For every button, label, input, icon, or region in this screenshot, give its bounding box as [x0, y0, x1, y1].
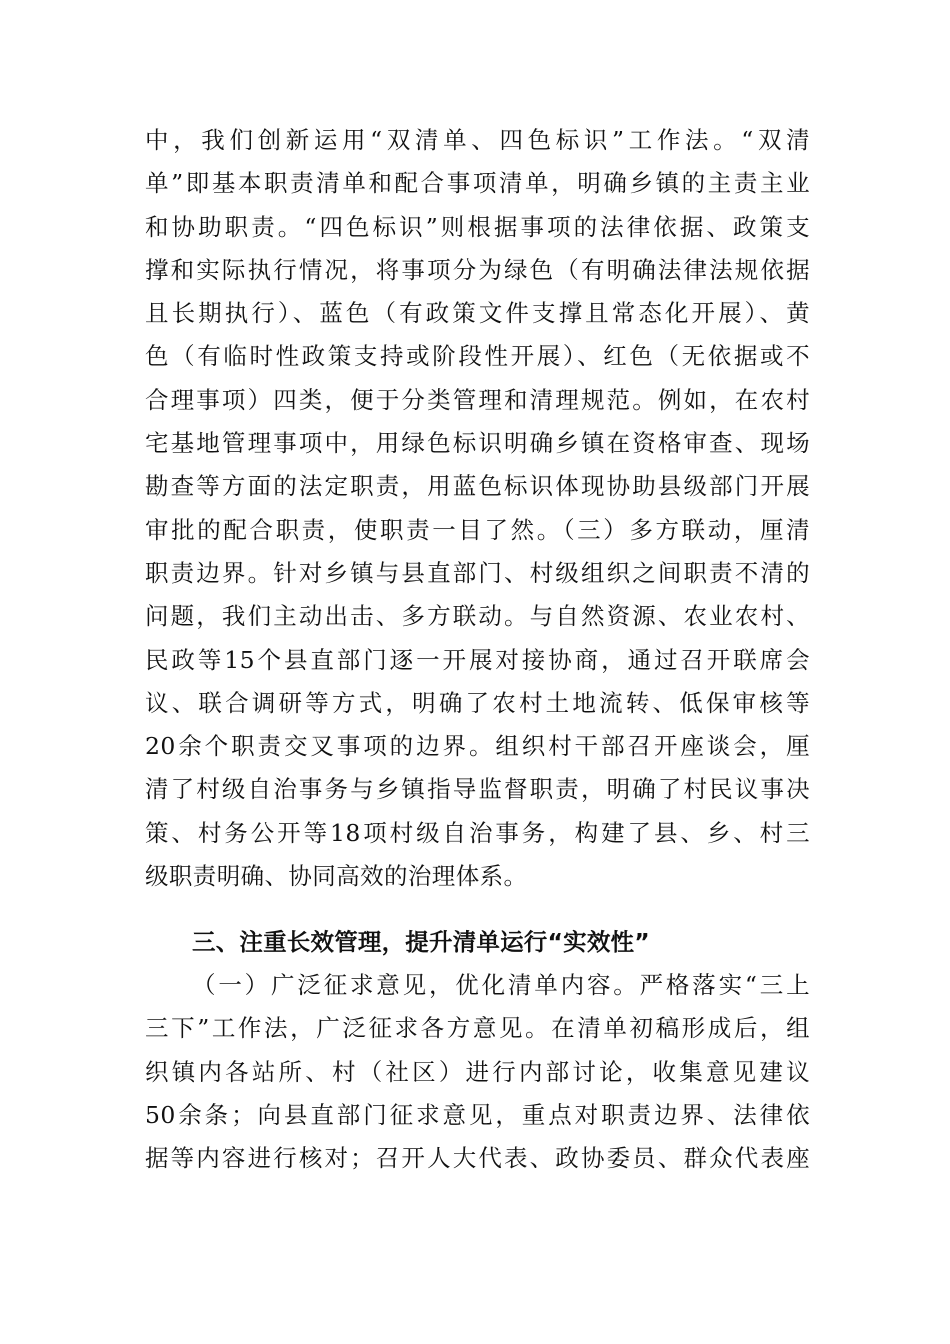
paragraph-line: 民政等15个县直部门逐一开展对接协商，通过召开联席会 [145, 645, 810, 674]
paragraph-line: 织镇内各站所、村（社区）进行内部讨论，收集意见建议 [145, 1057, 810, 1086]
paragraph-line: 宅基地管理事项中，用绿色标识明确乡镇在资格审查、现场 [145, 429, 810, 458]
paragraph-line: （一）广泛征求意见，优化清单内容。严格落实“三上 [192, 971, 810, 999]
paragraph-line: 合理事项）四类，便于分类管理和清理规范。例如，在农村 [145, 385, 810, 414]
paragraph-line: 色（有临时性政策支持或阶段性开展）、红色（无依据或不 [145, 342, 810, 371]
paragraph-line: 清了村级自治事务与乡镇指导监督职责，明确了村民议事决 [145, 775, 810, 804]
paragraph-line: 中，我们创新运用“双清单、四色标识”工作法。“双清 [145, 126, 810, 154]
paragraph-line: 审批的配合职责，使职责一目了然。（三）多方联动，厘清 [145, 515, 810, 544]
paragraph-line: 议、联合调研等方式，明确了农村土地流转、低保审核等 [145, 688, 810, 717]
paragraph-line: 撑和实际执行情况，将事项分为绿色（有明确法律法规依据 [145, 255, 810, 284]
section-heading: 三、注重长效管理，提升清单运行“实效性” [192, 928, 650, 956]
body-paragraph [145, 964, 810, 1180]
body-paragraph [145, 119, 810, 898]
paragraph-line: 20余个职责交叉事项的边界。组织村干部召开座谈会，厘 [145, 732, 810, 761]
paragraph-line: 50余条；向县直部门征求意见，重点对职责边界、法律依 [145, 1100, 810, 1129]
paragraph-line: 据等内容进行核对；召开人大代表、政协委员、群众代表座 [145, 1144, 810, 1173]
paragraph-line: 且长期执行）、蓝色（有政策文件支撑且常态化开展）、黄 [145, 299, 810, 328]
paragraph-line: 策、村务公开等18项村级自治事务，构建了县、乡、村三 [145, 818, 810, 847]
paragraph-line: 和协助职责。“四色标识”则根据事项的法律依据、政策支 [145, 212, 810, 241]
paragraph-line: 勘查等方面的法定职责，用蓝色标识体现协助县级部门开展 [145, 472, 810, 501]
paragraph-line: 级职责明确、协同高效的治理体系。 [145, 862, 528, 891]
paragraph-line: 单”即基本职责清单和配合事项清单，明确乡镇的主责主业 [145, 169, 810, 198]
paragraph-line: 问题，我们主动出击、多方联动。与自然资源、农业农村、 [145, 602, 810, 631]
paragraph-line: 三下”工作法，广泛征求各方意见。在清单初稿形成后，组 [145, 1014, 810, 1043]
section-heading-block [145, 921, 810, 964]
paragraph-line: 职责边界。针对乡镇与县直部门、村级组织之间职责不清的 [145, 558, 810, 587]
